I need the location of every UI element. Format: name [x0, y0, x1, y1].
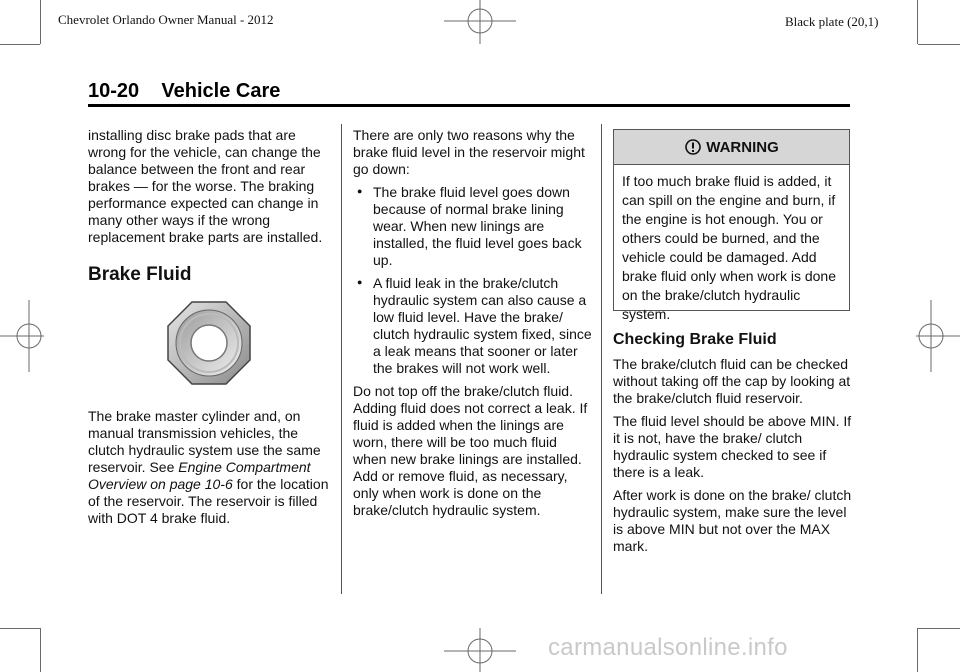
after-work-paragraph: After work is done on the brake/ clutch hydraulic system, make sure the level is above MIN but not over the MAX mark. [613, 487, 852, 554]
reasons-intro: There are only two reasons why the brake fluid level in the reservoir might go down: [353, 127, 585, 177]
warning-text: If too much brake fluid is added, it can spill on the engine and burn, if the engine is hot enough. You or others could be burned, and the vehicle could be damaged. Add brake fluid only when work is done on the brake/clutch hydraulic system. [622, 173, 837, 322]
crop-mark [0, 44, 40, 45]
list-item: ● A fluid leak in the brake/clutch hydraulic system can also cause a low fluid level. Have the brake/ clutch hydraulic system fixed, since a leak means that sooner or later the brakes will not work well. [357, 275, 592, 376]
section-rule [88, 104, 850, 107]
column-1 [88, 127, 333, 533]
page-number: 10-20 [88, 80, 140, 102]
bullet-icon: ● [357, 186, 363, 196]
crop-mark [918, 628, 960, 629]
crop-mark [917, 0, 918, 44]
column-divider [341, 124, 342, 594]
section-header [88, 80, 280, 103]
crop-mark [40, 628, 41, 672]
crop-mark [918, 44, 960, 45]
warning-icon [684, 138, 702, 156]
section-title: Vehicle Care [161, 80, 281, 102]
crop-mark [40, 0, 41, 44]
warning-box [613, 129, 850, 322]
reservoir-cap-icon [166, 300, 252, 386]
warning-title: WARNING [706, 138, 779, 156]
warning-header [614, 130, 849, 165]
engine-compartment-link[interactable]: Engine Compartment Overview on page 10-6 [88, 459, 311, 492]
watermark: carmanualsonline.info [548, 634, 788, 661]
reservoir-cap-figure [88, 294, 333, 400]
intro-paragraph: installing disc brake pads that are wrong for the vehicle, can change the balance between the front and rear brakes — for the worse. The braking performance expected can change in many other ways if the wrong replacement brake parts are installed. [88, 127, 323, 245]
registration-target-icon [444, 628, 516, 672]
column-3 [613, 330, 853, 561]
crop-mark [0, 628, 40, 629]
registration-target-icon [0, 300, 44, 372]
registration-target-icon [916, 300, 960, 372]
checking-brake-fluid-heading: Checking Brake Fluid [613, 331, 777, 348]
crop-mark [917, 628, 918, 672]
manual-title: Chevrolet Orlando Owner Manual - 2012 [58, 12, 274, 27]
registration-target-icon [444, 0, 516, 44]
check-paragraph: The brake/clutch fluid can be checked without taking off the cap by looking at the brake/clutch fluid reservoir. [613, 356, 851, 406]
list-item: ● The brake fluid level goes down because of normal brake lining wear. When new linings are installed, the fluid level goes back up. [357, 184, 582, 268]
level-paragraph: The fluid level should be above MIN. If it is not, have the brake/ clutch hydraulic system checked to see if there is a leak. [613, 413, 852, 480]
column-divider [601, 124, 602, 594]
column-2 [353, 127, 593, 525]
master-cylinder-paragraph: The brake master cylinder and, on manual transmission vehicles, the clutch hydraulic system use the same reservoir. See Engine Compartment Overview on page 10-6 for the location of the reservoir. The reservoir is filled with DOT 4 brake fluid. [88, 408, 329, 526]
brake-fluid-heading: Brake Fluid [88, 264, 192, 285]
bullet-icon: ● [357, 277, 363, 287]
plate-label: Black plate (20,1) [785, 14, 879, 29]
top-off-paragraph: Do not top off the brake/clutch fluid. Adding fluid does not correct a leak. If fluid is added when the linings are worn, there will be too much fluid when new brake linings are installed. Add or remove fluid, as necessary, only when work is done on the brake/clutch hydraulic system. [353, 383, 588, 518]
